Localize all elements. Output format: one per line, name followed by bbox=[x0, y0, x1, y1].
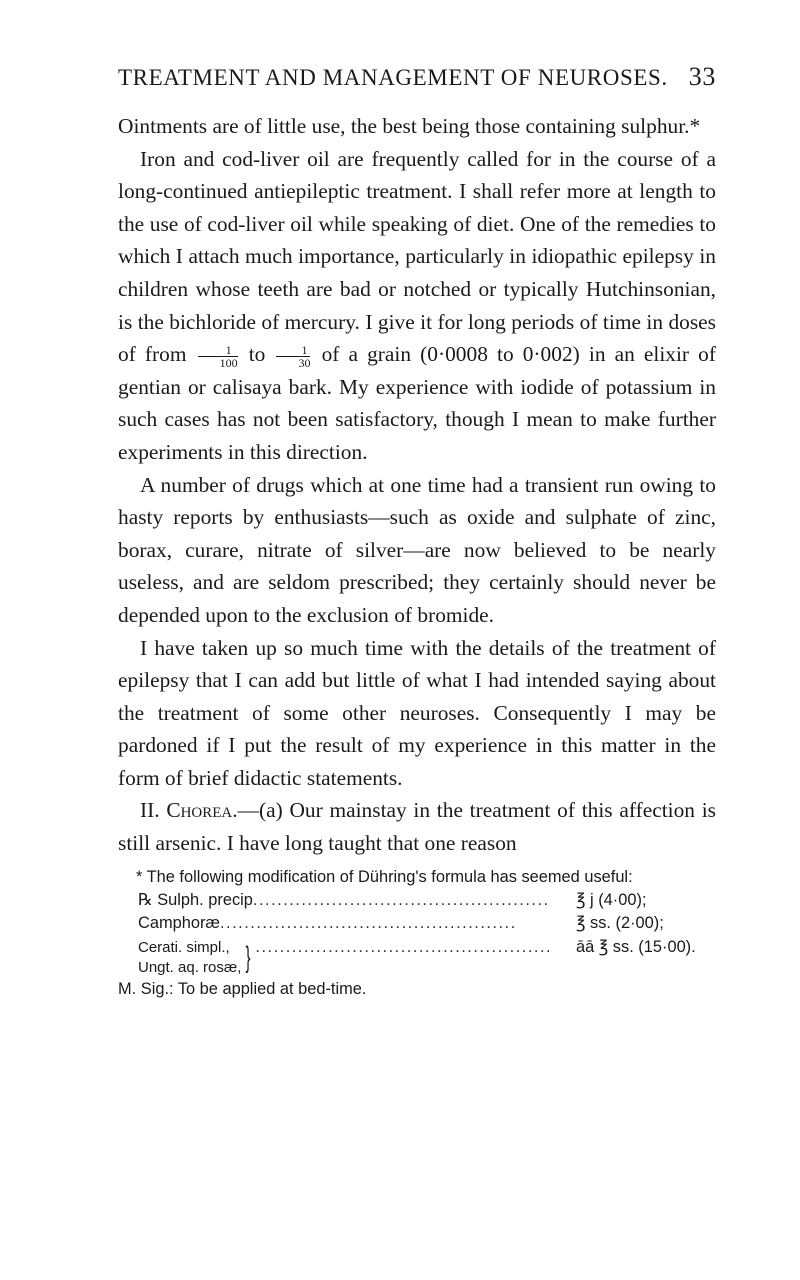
footnote bbox=[118, 866, 716, 1002]
paragraph-ointments: Ointments are of little use, the best being those containing sulphur.* bbox=[118, 114, 701, 138]
rx-line-camphor: Camphoræ ................................................. ℥ ss. (2·00); bbox=[138, 914, 664, 933]
page-number: 33 bbox=[688, 62, 716, 91]
paragraph-transient-drugs: A number of drugs which at one time had a transient run owing to hasty reports by enthusiasts—such as oxide and sulphate of zinc, borax, curare, nitrate of silver—are now believed to be nearly useless, and are seldom prescribed; they certainly should never be depended upon to the exclusion of bromide. bbox=[118, 472, 716, 627]
brace-icon: } bbox=[245, 940, 251, 974]
rx-line-sulph: ℞ Sulph. precip ................................................. ℥ j (4·00); bbox=[138, 891, 647, 910]
rx-line-cerate-ointment: Cerati. simpl., Ungt. aq. rosæ, } ................................................. āā ℥ ss. (15·00). bbox=[138, 937, 696, 976]
paragraph-chorea: II. Chorea.—(a) Our mainstay in the treatment of this affection is still arsenic. I have long taught that one reason bbox=[118, 798, 716, 856]
paragraph-iron-codliver: Iron and cod-liver oil are frequently called for in the course of a long-continued antiepileptic treatment. I shall refer more at length to the use of cod-liver oil while speaking of diet. One of the remedies to which I attach much importance, particularly in idiopathic epilepsy in children whose teeth are bad or notched or typically Hutchinsonian, is the bichloride of mercury. I give it for long periods of time in doses of from $\frac{1}{100}$ to $\frac{1}{30}$ of a grain (0·0008 to 0·002) in an elixir of gentian or calisaya bark. My experience with iodide of potassium in such cases has not been satisfactory, though I mean to make further experiments in this direction. bbox=[118, 146, 716, 464]
paragraph-details-treatment: I have taken up so much time with the details of the treatment of epilepsy that I can add but little of what I had intended saying about the treatment of some other neuroses. Consequently I may be pardoned if I put the result of my experience in this matter in the form of brief didactic statements. bbox=[118, 635, 716, 790]
running-title: TREATMENT AND MANAGEMENT OF NEUROSES. bbox=[118, 65, 668, 90]
running-header bbox=[118, 62, 716, 92]
prescription-signature: M. Sig.: To be applied at bed-time. bbox=[118, 979, 367, 998]
fraction-one-hundredth: $\frac{1}{100}$ bbox=[198, 344, 238, 369]
prescription bbox=[138, 889, 716, 978]
page-body bbox=[118, 110, 716, 1001]
chorea-heading: Chorea bbox=[166, 798, 233, 823]
footnote-intro: * The following modification of Dühring's formula has seemed useful: bbox=[136, 867, 633, 886]
fraction-one-thirtieth: $\frac{1}{30}$ bbox=[276, 344, 310, 369]
